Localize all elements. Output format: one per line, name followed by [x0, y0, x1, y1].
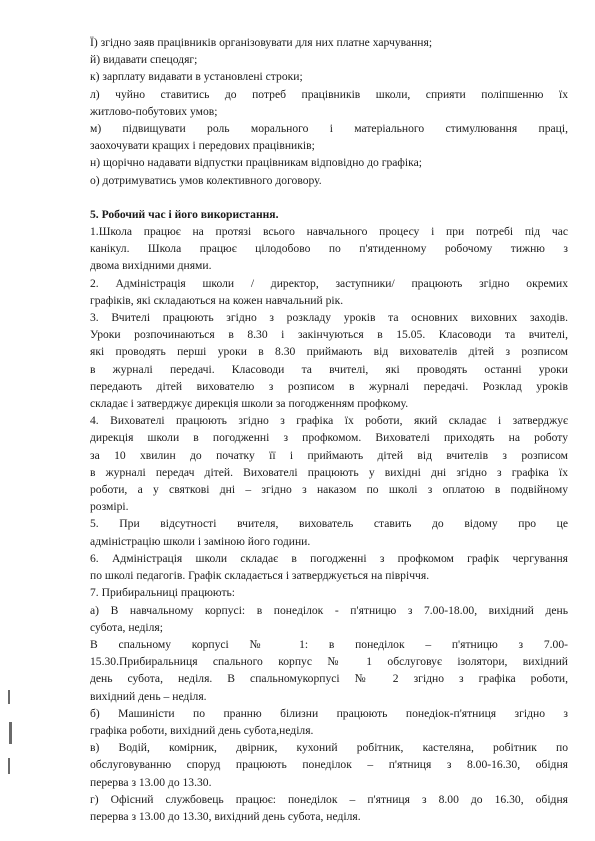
list-item: н) щорічно надавати відпустки працівникам відповідно до графіка;: [90, 156, 422, 170]
paragraph-line: 4. Вихователі працюють згідно з графіка їх роботи, який складає і затверджує: [90, 414, 568, 428]
scan-margin-mark: [8, 758, 10, 774]
paragraph-line: розмірі.: [90, 500, 129, 514]
document-page: [90, 34, 568, 825]
paragraph-line: адміністрацію школи і заміною його години.: [90, 534, 311, 548]
paragraph-line: 15.30.Прибиральниця спального корпус № 1 обслуговує ізолятори, вихідний: [90, 655, 568, 669]
paragraph-line: вихідний день – неділя.: [90, 689, 207, 703]
paragraph-line: 2. Адміністрація школи / директор, заступники/ працюють згідно окремих: [90, 276, 568, 290]
scan-margin-mark: [8, 690, 10, 704]
section-heading: 5. Робочий час і його використання.: [90, 207, 279, 221]
list-item: л) чуйно ставитись до потреб працівників школи, сприяти поліпшенню їх: [90, 87, 568, 101]
paragraph-line: б) Машиністи по пранню білизни працюють понедіок-п'ятниця згідно з: [90, 706, 568, 720]
list-item: й) видавати спецодяг;: [90, 53, 198, 67]
paragraph-line: а) В навчальному корпусі: в понеділок - п'ятницю з 7.00-18.00, вихідний день: [90, 603, 568, 617]
list-item: к) зарплату видавати в установлені строки;: [90, 70, 303, 84]
paragraph-line: двома вихідними днями.: [90, 259, 212, 273]
list-item: м) підвищувати роль морального і матеріального стимулювання праці,: [90, 122, 568, 136]
paragraph-line: роботи, а у святкові дні – згідно з наказом по школі з оплатою в подвійному: [90, 483, 568, 497]
section-body: [90, 223, 568, 825]
paragraph-line: обслуговуванню споруд працюють понеділок – п'ятниця з 8.00-16.30, обідня: [90, 758, 568, 772]
paragraph-line: В спальному корпусі № 1: в понеділок – п'ятницю з 7.00-: [90, 637, 568, 651]
paragraph-line: перерва з 13.00 до 13.30, вихідний день субота, неділя.: [90, 809, 361, 823]
list-item: житлово-побутових умов;: [90, 104, 218, 118]
list-item: заохочувати кращих і передових працівників;: [90, 139, 315, 153]
paragraph-line: в) Водій, комірник, двірник, кухоний робітник, кастеляна, робітник по: [90, 741, 568, 755]
paragraph-line: день субота, неділя. В спальномукорпусі № 2 згідно з графіка роботи,: [90, 672, 568, 686]
paragraph-line: по школі педагогів. Графік складається і затверджується на півріччя.: [90, 569, 430, 583]
paragraph-line: г) Офісний службовець працює: понеділок – п'ятниця з 8.00 до 16.30, обідня: [90, 792, 568, 806]
paragraph-line: в журналі передачі. Класоводи та вчителі, які проводять останні уроки: [90, 362, 568, 376]
paragraph-line: 3. Вчителі працюють згідно з розкладу уроків та основних виховних заходів.: [90, 311, 568, 325]
paragraph-line: дирекція школи в погодженні з профкомом. Вихователі приходять на роботу: [90, 431, 568, 445]
paragraph-line: 1.Школа працює на протязі всього навчального процесу і при потребі під час: [90, 225, 568, 239]
paragraph-line: перерва з 13.00 до 13.30.: [90, 775, 212, 789]
paragraph-line: складає і затверджує дирекція школи за погодженням профкому.: [90, 397, 409, 411]
list-item: Ї) згідно заяв працівників організовувати для них платне харчування;: [90, 36, 433, 49]
paragraph-line: в журналі передач дітей. Вихователі працюють у вихідні дні згідно з графіка їх: [90, 465, 568, 479]
paragraph-line: графіків, які складаються на кожен навчальний рік.: [90, 293, 344, 307]
paragraph-line: Уроки розпочинаються в 8.30 і закінчуються в 15.05. Класоводи та вчителі,: [90, 328, 568, 342]
list-item: о) дотримуватись умов колективного договору.: [90, 173, 322, 187]
paragraph-line: які проводять перші уроки в 8.30 приймають від вихователів дітей з розписом: [90, 345, 568, 359]
paragraph-line: передають дітей вихователю з розписом в журналі передачі. Розклад уроків: [90, 379, 568, 393]
paragraph-line: графіка роботи, вихідний день субота,неділя.: [90, 723, 314, 737]
scan-margin-mark: [9, 722, 12, 744]
paragraph-line: канікул. Школа працює цілодобово по п'ятиденному робочому тижню з: [90, 242, 568, 256]
paragraph-line: за 10 хвилин до початку її і приймають дітей від вчителів з розписом: [90, 448, 568, 462]
paragraph-line: 6. Адміністрація школи складає в погодженні з профкомом графік чергування: [90, 551, 568, 565]
paragraph-line: субота, неділя;: [90, 620, 163, 634]
duties-list: [90, 34, 568, 189]
paragraph-line: 7. Прибиральниці працюють:: [90, 586, 236, 600]
paragraph-line: 5. При відсутності вчителя, вихователь ставить до відому про це: [90, 517, 568, 531]
